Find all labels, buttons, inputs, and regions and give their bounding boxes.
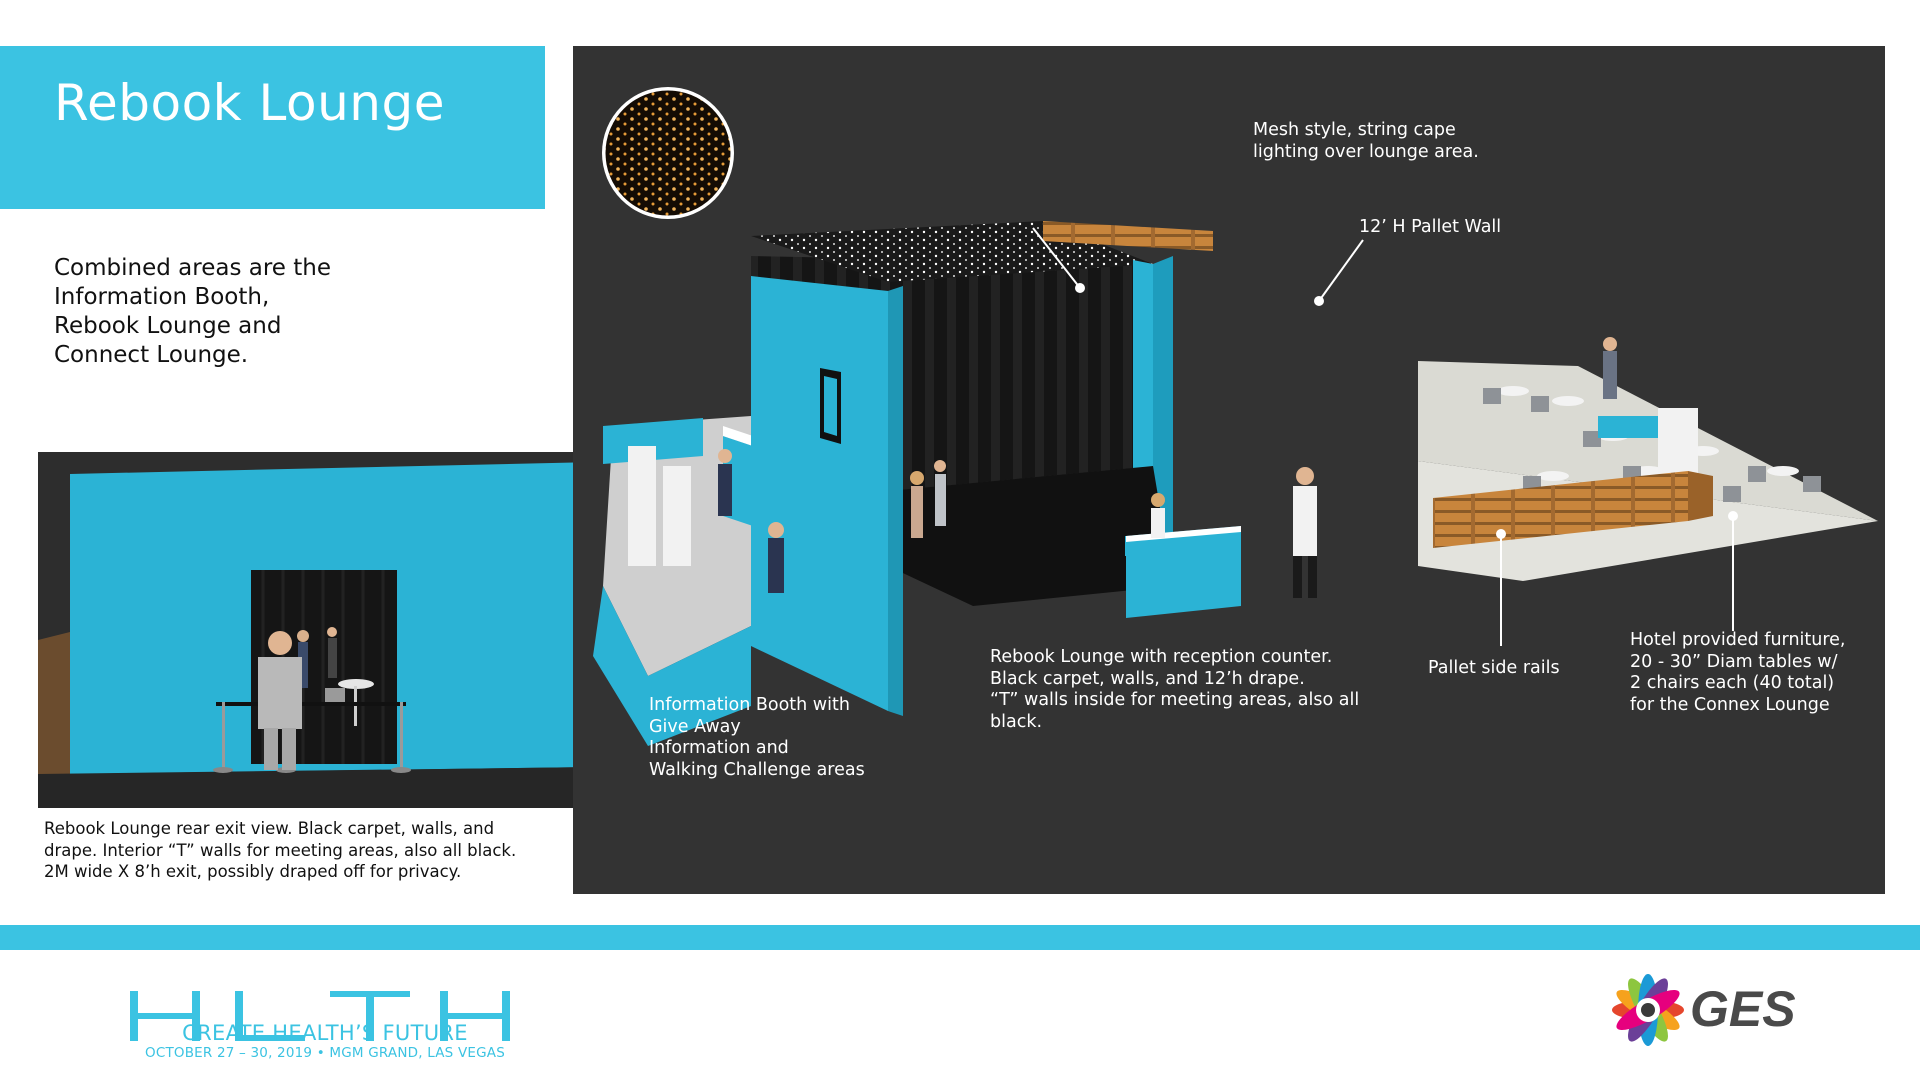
intro-line: Connect Lounge. [54,342,249,368]
callout-line: for the Connex Lounge [1630,694,1830,715]
rear-exit-illustration [38,452,596,808]
hlth-tagline: CREATE HEALTH’S FUTURE [182,1021,468,1045]
callout-line: Information Booth with [649,695,850,715]
intro-line: Rebook Lounge and [54,313,282,339]
callout-line: Mesh style, string cape [1253,120,1456,140]
callout-line: Black carpet, walls, and 12’h drape. [990,668,1305,689]
intro-line: Combined areas are the [54,255,331,281]
callout-line: 12’ H Pallet Wall [1359,217,1502,237]
mesh-pointer-dot [1076,284,1084,292]
rebook-lounge-callout [990,647,1359,733]
callout-line: 2 chairs each (40 total) [1630,673,1835,693]
page-title: Rebook Lounge [54,74,445,132]
mesh-lighting-callout [1253,120,1479,163]
rear-exit-caption [44,818,584,883]
callout-line: Pallet side rails [1428,658,1560,678]
callout-line: lighting over lounge area. [1253,141,1479,162]
caption-line: drape. Interior “T” walls for meeting areas, also all black. [44,840,517,860]
callout-line: black. [990,711,1043,732]
ges-wordmark: GES [1690,981,1796,1037]
info-booth-callout [649,695,865,781]
intro-line: Information Booth, [54,284,270,310]
callout-line: Walking Challenge areas [649,759,865,780]
caption-line: 2M wide X 8’h exit, possibly draped off for privacy. [44,862,462,881]
callout-line: “T” walls inside for meeting areas, also all [990,690,1360,710]
callout-line: Hotel provided furniture, [1630,630,1846,650]
caption-line: Rebook Lounge rear exit view. Black carpet, walls, and [44,819,495,838]
ges-logo [1606,968,1806,1052]
hotel-furniture-callout [1630,630,1846,716]
pallet-wall-pointer-dot [1315,297,1323,305]
pallet-rails-pointer-dot [1497,530,1505,538]
callout-line: Information and [649,738,789,758]
hotel-pointer-dot [1729,512,1737,520]
footer-accent-bar [0,925,1920,950]
callout-line: Rebook Lounge with reception counter. [990,647,1333,667]
callout-line: 20 - 30” Diam tables w/ [1630,651,1838,672]
callout-line: Give Away [649,716,741,737]
pallet-wall-callout [1359,217,1501,239]
pallet-rails-callout [1428,658,1560,680]
rear-exit-render [38,452,596,808]
hlth-event-date: OCTOBER 27 – 30, 2019 • MGM GRAND, LAS VEGAS [145,1045,505,1061]
intro-text [54,254,434,370]
